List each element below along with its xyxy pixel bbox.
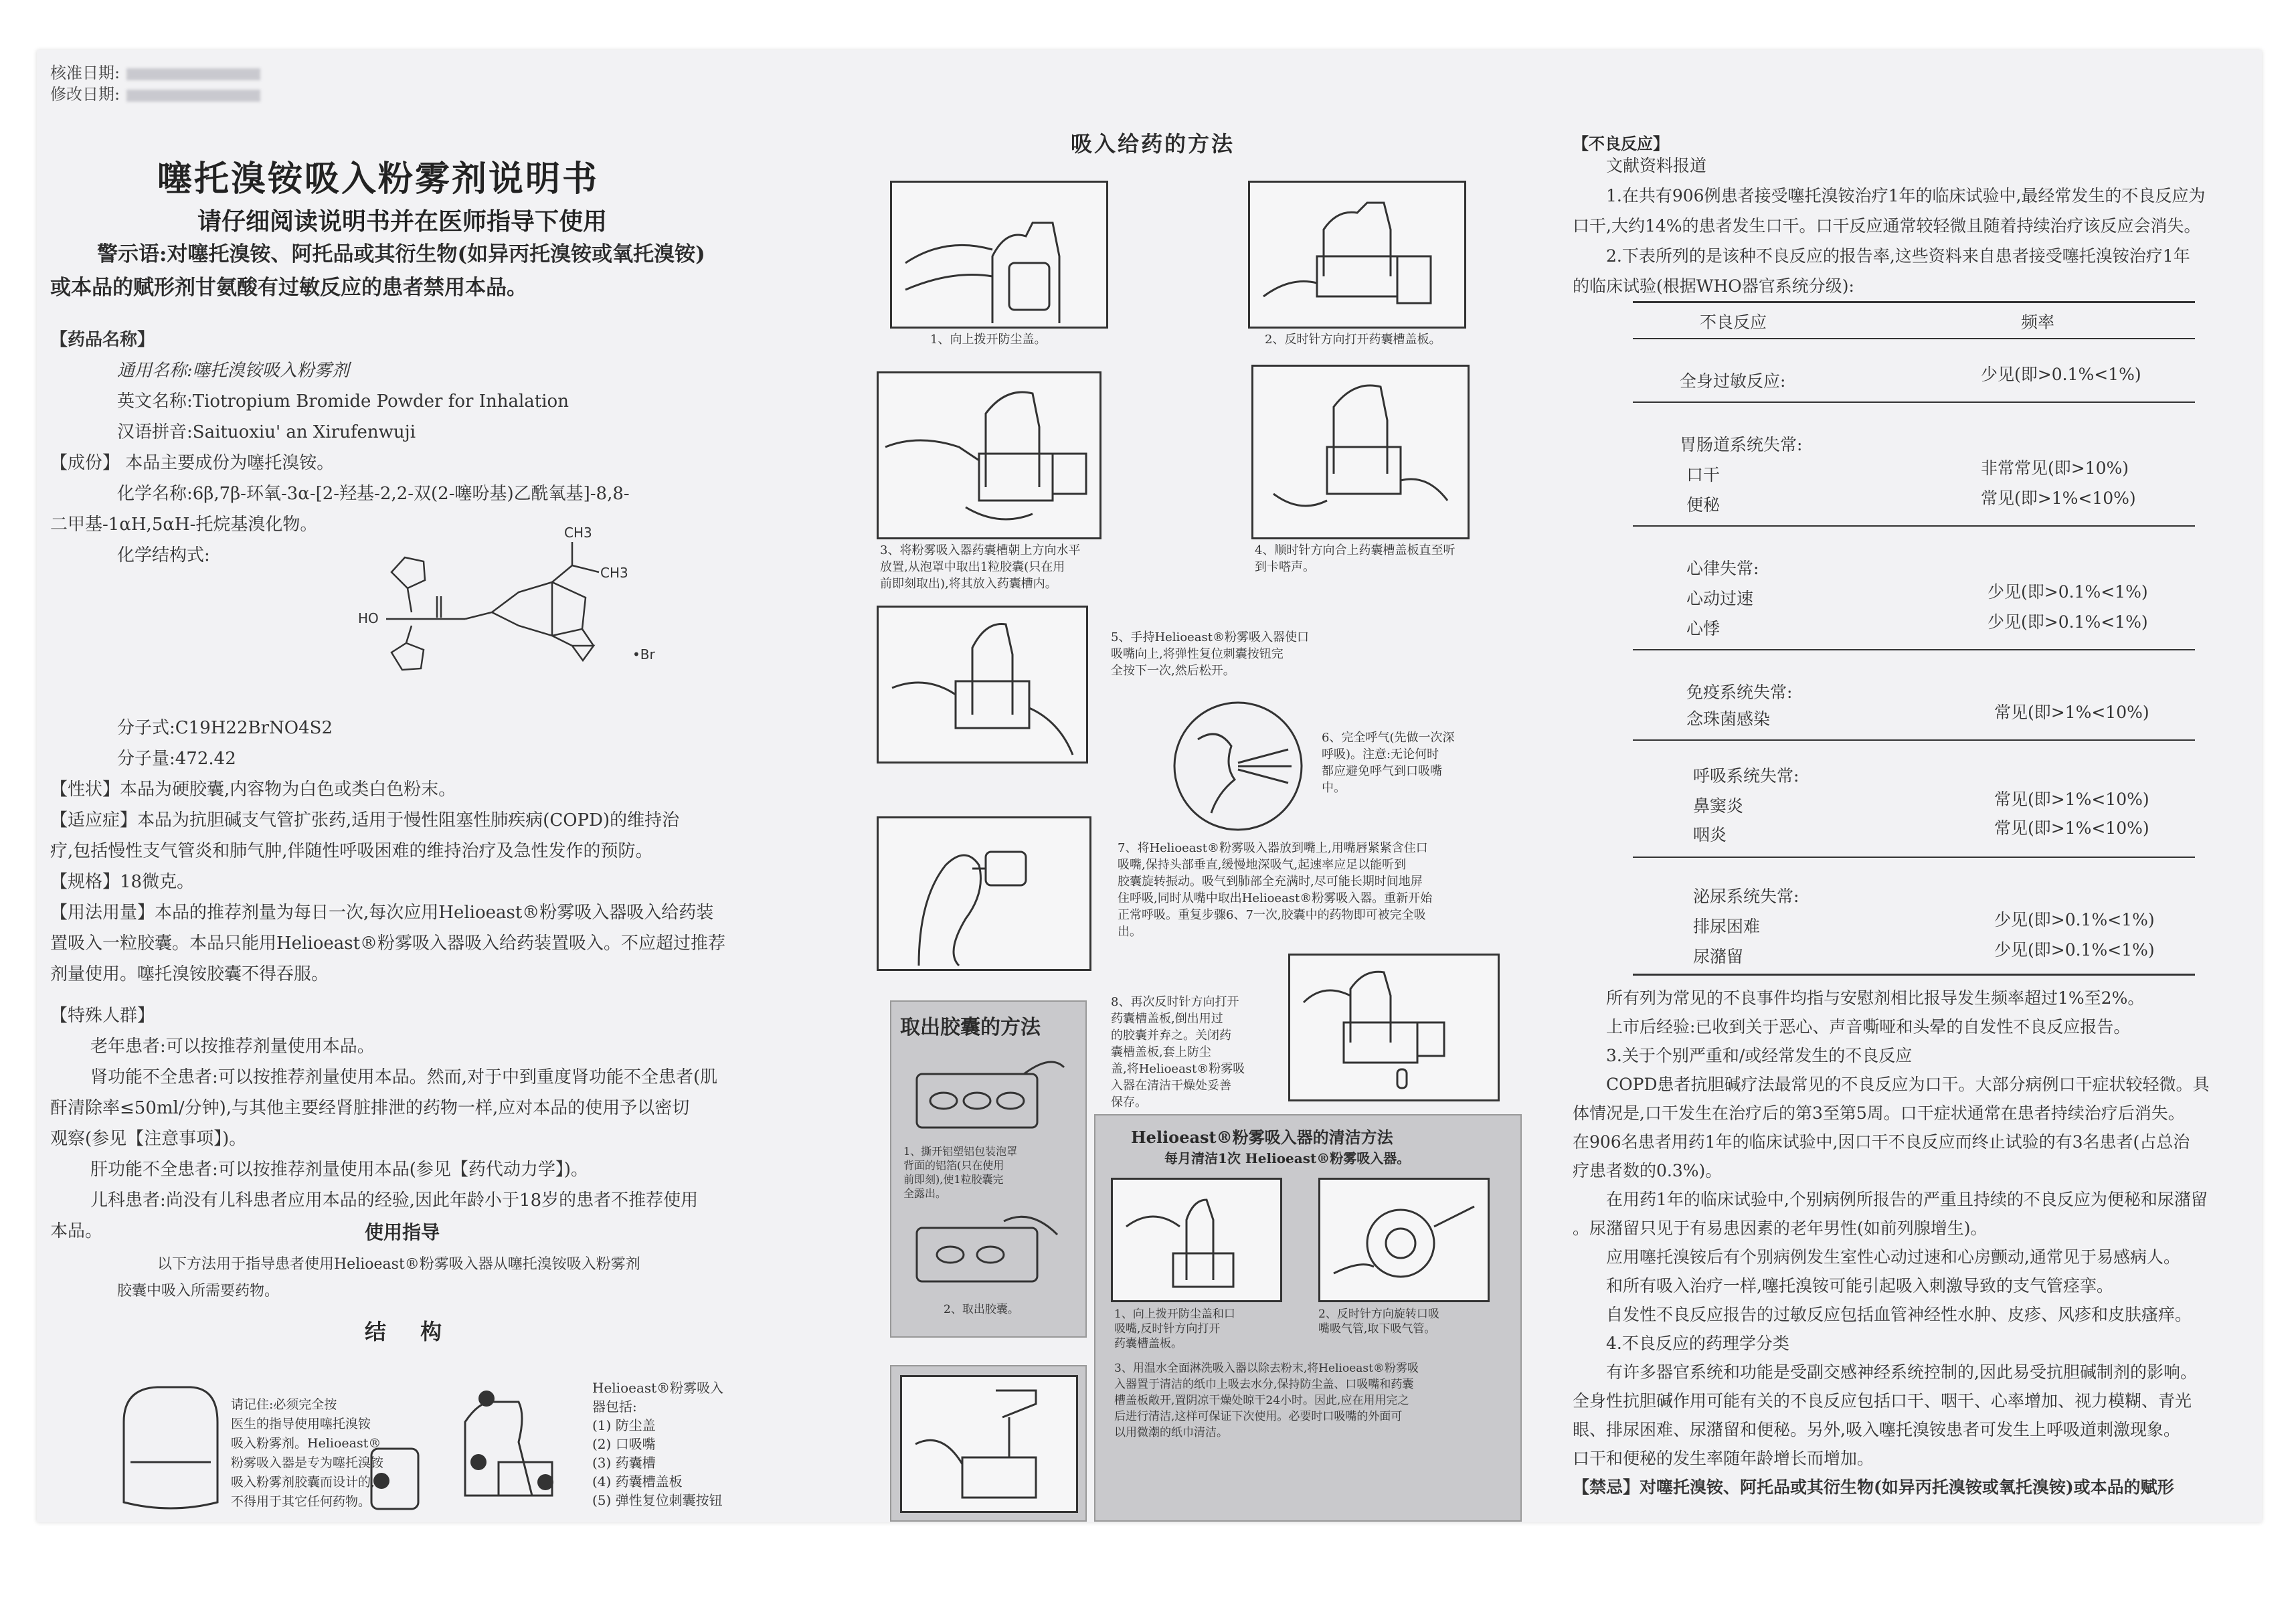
table-row-frequency: 常见(即>1%<10%) xyxy=(1994,818,2149,838)
discussion-line: 有许多器官系统和功能是受副交感神经系统控制的,因此易受抗胆碱制剂的影响。 xyxy=(1606,1362,2197,1382)
discussion-line: 3.关于个别严重和/或经常发生的不良反应 xyxy=(1606,1046,1913,1065)
warning-line: 警示语:对噻托溴铵、阿托品或其衍生物(如异丙托溴铵或氧托溴铵) xyxy=(97,242,705,266)
step-5-caption xyxy=(1111,629,1309,679)
clean-step-2-line: 2、反时针方向旋转口吸 xyxy=(1318,1308,1439,1321)
dosage: 【用法用量】本品的推荐剂量为每日一次,每次应用Helioeast®粉雾吸入器吸入给药装 xyxy=(50,903,714,923)
dosage-cont: 置吸入一粒胶囊。本品只能用Helioeast®粉雾吸入器吸入给药装置吸入。不应超过推荐 xyxy=(50,933,726,954)
capsule-step-1-line: 前即刻),使1粒胶囊完 xyxy=(903,1173,1004,1186)
parts-line: Helioeast®粉雾吸入 xyxy=(592,1380,724,1396)
properties: 【性状】本品为硬胶囊,内容物为白色或类白色粉末。 xyxy=(50,780,456,800)
reminder-line: 医生的指导使用噻托溴铵 xyxy=(231,1417,371,1431)
discussion-line: 所有列为常见的不良事件均指与安慰剂相比报导发生频率超过1%至2%。 xyxy=(1606,988,2145,1008)
table-row-name: 心动过速 xyxy=(1686,589,1754,608)
table-row-name: 便秘 xyxy=(1686,495,1720,515)
table-group-label: 胃肠道系统失常: xyxy=(1680,435,1803,454)
table-group-rule xyxy=(1633,401,2195,403)
english-name: 英文名称:Tiotropium Bromide Powder for Inhalation xyxy=(117,391,569,412)
step-8-caption xyxy=(1111,994,1245,1111)
generic-name: 通用名称:噻托溴铵吸入粉雾剂 xyxy=(117,361,349,381)
table-bottom-rule xyxy=(1633,974,2195,976)
dosage-cont: 剂量使用。噻托溴铵胶囊不得吞服。 xyxy=(50,964,329,984)
parts-line: (2) 口吸嘴 xyxy=(592,1436,656,1452)
step-7-line: 住呼吸,同时从嘴中取出Helioeast®粉雾吸入器。重新开始 xyxy=(1118,891,1433,905)
adverse-reactions-discussion xyxy=(1573,984,2210,1502)
structure-label: 化学结构式: xyxy=(117,545,210,565)
adverse-intro-line: 的临床试验(根据WHO器官系统分级): xyxy=(1573,276,1854,296)
step-8-line: 入器在清洁干燥处妥善 xyxy=(1111,1079,1231,1093)
usage-guide-line: 胶囊中吸入所需要药物。 xyxy=(117,1283,280,1300)
step-4-line: 到卡嗒声。 xyxy=(1255,560,1315,574)
step-7-line: 出。 xyxy=(1118,925,1142,939)
part-marker-2 xyxy=(478,1391,495,1407)
indications: 【适应症】本品为抗胆碱支气管扩张药,适用于慢性阻塞性肺疾病(COPD)的维持治 xyxy=(50,810,680,830)
discussion-line: 和所有吸入治疗一样,噻托溴铵可能引起吸入刺激导致的支气管痉挛。 xyxy=(1606,1276,2113,1295)
parts-line: (3) 药囊槽 xyxy=(592,1455,656,1471)
table-row-name: 心悸 xyxy=(1686,619,1720,638)
step-7-illustration xyxy=(877,816,1091,971)
step-7-line: 胶囊旋转振动。吸气到肺部全充满时,尽可能长期时间地屏 xyxy=(1118,875,1423,889)
contraindications-line: 【禁忌】对噻托溴铵、阿托品或其衍生物(如异丙托溴铵或氧托溴铵)或本品的赋形 xyxy=(1573,1477,2174,1497)
table-group-rule xyxy=(1633,649,2195,650)
table-group-rule xyxy=(1633,857,2195,858)
step-3-caption xyxy=(880,542,1080,592)
document-subtitle: 请仔细阅读说明书并在医师指导下使用 xyxy=(197,207,608,236)
step-2-caption: 2、反时针方向打开药囊槽盖板。 xyxy=(1265,333,1441,347)
chemical-structure-diagram xyxy=(351,519,699,719)
discussion-line: 在用药1年的临床试验中,个别病例所报告的严重且持续的不良反应为便秘和尿潴留 xyxy=(1606,1190,2208,1209)
reminder-line: 吸入粉雾剂胶囊而设计的, xyxy=(231,1475,375,1490)
epoxide-ring xyxy=(572,646,594,660)
table-group-rule xyxy=(1633,739,2195,741)
usage-guide-text xyxy=(117,1251,640,1305)
struct-ho-label: HO xyxy=(358,610,379,626)
part-marker-3 xyxy=(470,1454,487,1470)
revision-date-row xyxy=(50,84,260,105)
approval-date-row xyxy=(50,62,260,84)
step-6-caption xyxy=(1322,729,1454,796)
special-populations-section xyxy=(50,1000,717,1247)
table-row-frequency: 常见(即>1%<10%) xyxy=(1994,703,2149,722)
indications-cont: 疗,包括慢性支气管炎和肺气肿,伴随性呼吸困难的维持治疗及急性发作的预防。 xyxy=(50,841,653,861)
usage-guide-heading: 使用指导 xyxy=(365,1221,440,1243)
clean-step-2-caption xyxy=(1318,1307,1439,1336)
properties-section xyxy=(50,713,725,990)
cleaning-method-title: Helioeast®粉雾吸入器的清洁方法 xyxy=(1131,1128,1393,1147)
package-insert-sheet xyxy=(37,50,2262,1522)
molecular-weight: 分子量:472.42 xyxy=(117,749,236,769)
discussion-line: COPD患者抗胆碱疗法最常见的不良反应为口干。大部分病例口干症状较轻微。具 xyxy=(1606,1075,2210,1094)
table-row-name: 念珠菌感染 xyxy=(1686,709,1771,729)
renal-impairment: 肾功能不全患者:可以按推荐剂量使用本品。然而,对于中到重度肾功能不全患者(肌 xyxy=(90,1067,718,1087)
step-1-caption: 1、向上拨开防尘盖。 xyxy=(930,333,1047,347)
step-6-line: 呼吸)。注意:无论何时 xyxy=(1322,747,1439,762)
clean-step-1-line: 1、向上拨开防尘盖和口 xyxy=(1114,1308,1235,1321)
step-2-illustration xyxy=(1248,181,1466,329)
renal-impairment-cont: 观察(参见【注意事项】)。 xyxy=(50,1129,247,1149)
step-6-line: 6、完全呼气(先做一次深 xyxy=(1322,731,1455,745)
step-1-illustration xyxy=(890,181,1108,329)
step-3-line: 3、将粉雾吸入器药囊槽朝上方向水平 xyxy=(880,543,1081,557)
reminder-line: 请记住:必须完全按 xyxy=(231,1397,337,1412)
capsule-step-1-caption xyxy=(903,1144,1017,1200)
table-row-frequency: 常见(即>1%<10%) xyxy=(1994,790,2149,809)
table-group-label: 泌尿系统失常: xyxy=(1693,887,1799,906)
table-row-name: 排尿困难 xyxy=(1693,917,1761,936)
capsule-step-2-caption: 2、取出胶囊。 xyxy=(944,1303,1019,1316)
literature-report-label: 文献资料报道 xyxy=(1606,156,1707,175)
clean-step-1-line: 吸嘴,反时针方向打开 xyxy=(1114,1322,1221,1336)
step-4-caption xyxy=(1255,542,1455,575)
parts-line: 器包括: xyxy=(592,1399,637,1415)
table-row-name: 口干 xyxy=(1686,465,1720,484)
table-row-frequency: 少见(即>0.1%<1%) xyxy=(1988,612,2148,632)
step-5-illustration xyxy=(877,606,1088,764)
specification: 【规格】18微克。 xyxy=(50,872,195,892)
step-8-line: 的胶囊并弃之。关闭药 xyxy=(1111,1028,1231,1043)
blurred-date xyxy=(126,68,260,80)
rinse-illustration xyxy=(900,1375,1078,1513)
adverse-intro-line: 2.下表所列的是该种不良反应的报告率,这些资料来自患者接受噻托溴铵治疗1年 xyxy=(1606,246,2190,266)
clean-step-3-line: 入器置于清洁的纸巾上吸去水分,保持防尘盖、口吸嘴和药囊 xyxy=(1114,1378,1414,1391)
discussion-line: 上市后经验:已收到关于恶心、声音嘶哑和头晕的自发性不良反应报告。 xyxy=(1606,1017,2131,1037)
table-group-label: 呼吸系统失常: xyxy=(1693,766,1799,786)
inhalation-method-title: 吸入给药的方法 xyxy=(1071,131,1235,157)
struct-ch3-side: CH3 xyxy=(600,565,628,581)
step-4-line: 4、顺时针方向合上药囊槽盖板直至听 xyxy=(1255,543,1455,557)
clean-step-3-line: 后进行清洁,这样可保证下次使用。必要时口吸嘴的外面可 xyxy=(1114,1410,1403,1423)
discussion-line: 。尿潴留只见于有易患因素的老年男性(如前列腺增生)。 xyxy=(1573,1219,1988,1238)
molecular-formula: 分子式:C19H22BrNO4S2 xyxy=(117,718,333,738)
clean-step-3-caption xyxy=(1114,1360,1419,1441)
table-group-label: 免疫系统失常: xyxy=(1686,683,1793,702)
blister-peel-illustration xyxy=(903,1047,1071,1141)
table-row-frequency: 少见(即>0.1%<1%) xyxy=(1994,910,2155,929)
step-7-caption xyxy=(1118,840,1432,940)
pinyin-name: 汉语拼音:Saituoxiu' an Xirufenwuji xyxy=(117,422,416,442)
chemical-name: 化学名称:6β,7β-环氧-3α-[2-羟基-2,2-双(2-噻吩基)乙酰氧基]-8,8- xyxy=(117,484,630,504)
clean-step-3-line: 以用微潮的纸巾清洁。 xyxy=(1114,1426,1228,1439)
step-3-illustration xyxy=(877,371,1101,539)
discussion-line: 4.不良反应的药理学分类 xyxy=(1606,1334,1789,1353)
table-row-frequency: 少见(即>0.1%<1%) xyxy=(1988,582,2148,602)
discussion-line: 口干和便秘的发生率随年龄增长而增加。 xyxy=(1573,1449,1874,1468)
adverse-intro xyxy=(1573,181,2205,301)
table-header-rule xyxy=(1633,338,2195,339)
step-6-exhale-illustration xyxy=(1171,699,1305,833)
step-3-line: 放置,从泡罩中取出1粒胶囊(只在用 xyxy=(880,560,1065,574)
inhaler-parts-list xyxy=(592,1378,723,1510)
capsule-step-1-line: 全露出。 xyxy=(903,1187,947,1200)
inhaler-body-closed xyxy=(124,1387,217,1508)
pediatric-patients: 儿科患者:尚没有儿科患者应用本品的经验,因此年龄小于18岁的患者不推荐使用 xyxy=(90,1190,699,1211)
discussion-line: 自发性不良反应报告的过敏反应包括血管神经性水肿、皮疹、风疹和皮肤瘙痒。 xyxy=(1606,1305,2192,1324)
adverse-reactions-header: 【不良反应】 xyxy=(1573,134,1669,153)
step-6-line: 中。 xyxy=(1322,781,1346,795)
approval-dates xyxy=(50,62,260,105)
inhaler-reminder-note xyxy=(231,1395,383,1512)
part-marker-4 xyxy=(537,1474,553,1490)
chemical-name-cont: 二甲基-1αH,5αH-托烷基溴化物。 xyxy=(50,515,318,535)
reminder-line: 不得用于其它任何药物。 xyxy=(231,1494,371,1509)
renal-impairment-cont: 酐清除率≤50ml/分钟),与其他主要经肾脏排泄的药物一样,应对本品的使用予以密切 xyxy=(50,1098,690,1118)
table-header-frequency: 频率 xyxy=(2021,312,2055,332)
discussion-line: 应用噻托溴铵后有个别病例发生室性心动过速和心房颤动,通常见于易感病人。 xyxy=(1606,1247,2180,1267)
clean-step-1-illustration xyxy=(1111,1178,1282,1302)
discussion-line: 体情况是,口干发生在治疗后的第3至第5周。口干症状通常在患者持续治疗后消失。 xyxy=(1573,1103,2185,1123)
clean-step-3-line: 槽盖板敞开,置阴凉干燥处晾干24小时。因此,应在用用完之 xyxy=(1114,1394,1409,1407)
table-header-reaction: 不良反应 xyxy=(1700,312,1767,332)
discussion-line: 眼、排尿困难、尿潴留和便秘。另外,吸入噻托溴铵患者可发生上呼吸道刺激现象。 xyxy=(1573,1420,2180,1439)
step-5-line: 吸嘴向上,将弹性复位刺囊按钮完 xyxy=(1111,647,1284,661)
clean-step-3-line: 3、用温水全面淋洗吸入器以除去粉末,将Helioeast®粉雾吸 xyxy=(1114,1362,1419,1375)
clean-step-1-line: 药囊槽盖板。 xyxy=(1114,1337,1182,1350)
capsule-take-out-illustration xyxy=(903,1208,1071,1295)
elderly-patients: 老年患者:可以按推荐剂量使用本品。 xyxy=(90,1037,375,1057)
composition: 【成份】 本品主要成份为噻托溴铵。 xyxy=(50,453,335,473)
table-group-label: 心律失常: xyxy=(1686,559,1759,578)
step-5-line: 5、手持Helioeast®粉雾吸入器使口 xyxy=(1111,630,1310,644)
pediatric-patients-cont: 本品。 xyxy=(50,1221,103,1241)
table-row-name: 尿潴留 xyxy=(1693,947,1744,966)
parts-line: (4) 药囊槽盖板 xyxy=(592,1473,683,1490)
step-6-line: 都应避免呼气到口吸嘴 xyxy=(1322,764,1442,778)
step-8-illustration xyxy=(1288,954,1500,1101)
table-row-frequency: 非常常见(即>10%) xyxy=(1981,458,2129,478)
table-row-frequency: 常见(即>1%<10%) xyxy=(1981,488,2136,508)
structure-heading: 结 构 xyxy=(365,1319,456,1344)
struct-ch3-top: CH3 xyxy=(564,525,592,541)
table-row-name: 咽炎 xyxy=(1693,825,1727,844)
adverse-intro-line: 1.在共有906例患者接受噻托溴铵治疗1年的临床试验中,最经常发生的不良反应为 xyxy=(1606,186,2206,205)
special-populations-header: 【特殊人群】 xyxy=(50,1006,155,1026)
thiophene-ring-bottom xyxy=(391,643,424,670)
capsule-step-1-line: 1、撕开铝塑铝包装泡罩 xyxy=(903,1145,1018,1158)
usage-guide-line: 以下方法用于指导患者使用Helioeast®粉雾吸入器从噻托溴铵吸入粉雾剂 xyxy=(157,1256,640,1273)
approval-date-label: 核准日期: xyxy=(50,64,120,82)
discussion-line: 在906名患者用药1年的临床试验中,因口干不良反应而终止试验的有3名患者(占总治 xyxy=(1573,1132,2190,1152)
discussion-line: 疗患者数的0.3%)。 xyxy=(1573,1161,1723,1180)
document-title: 噻托溴铵吸入粉雾剂说明书 xyxy=(157,159,600,199)
revision-date-label: 修改日期: xyxy=(50,85,120,104)
hepatic-impairment: 肝功能不全患者:可以按推荐剂量使用本品(参见【药代动力学】)。 xyxy=(90,1160,589,1180)
capsule-removal-title: 取出胶囊的方法 xyxy=(900,1016,1041,1039)
table-row-frequency: 少见(即>0.1%<1%) xyxy=(1981,365,2141,384)
discussion-line: 全身性抗胆碱作用可能有关的不良反应包括口干、咽干、心率增加、视力模糊、青光 xyxy=(1573,1391,2192,1411)
clean-step-1-caption xyxy=(1114,1307,1235,1351)
capsule-step-1-line: 背面的铝箔(只在使用 xyxy=(903,1159,1004,1172)
table-row-name: 全身过敏反应: xyxy=(1680,371,1786,391)
step-8-line: 囊槽盖板,套上防尘 xyxy=(1111,1045,1211,1059)
clean-step-2-illustration xyxy=(1318,1178,1490,1302)
table-group-rule xyxy=(1633,525,2195,527)
table-row-frequency: 少见(即>0.1%<1%) xyxy=(1994,940,2155,960)
reminder-line: 吸入粉雾剂。Helioeast® xyxy=(231,1436,381,1451)
step-8-line: 保存。 xyxy=(1111,1095,1147,1109)
step-4-illustration xyxy=(1251,365,1470,539)
parts-line: (5) 弹性复位刺囊按钮 xyxy=(592,1492,723,1508)
step-8-line: 8、再次反时针方向打开 xyxy=(1111,995,1239,1009)
cleaning-frequency: 每月清洁1次 Helioeast®粉雾吸入器。 xyxy=(1164,1150,1411,1166)
step-8-line: 盖,将Helioeast®粉雾吸 xyxy=(1111,1062,1245,1076)
thiophene-ring-top xyxy=(391,557,425,588)
reminder-line: 粉雾吸入器是专为噻托溴铵 xyxy=(231,1455,384,1470)
step-5-line: 全按下一次,然后松开。 xyxy=(1111,664,1235,678)
step-7-line: 吸嘴,保持头部垂直,缓慢地深吸气,起速率应足以能听到 xyxy=(1118,858,1407,872)
step-3-line: 前即刻取出),将其放入药囊槽内。 xyxy=(880,577,1057,591)
parts-line: (1) 防尘盖 xyxy=(592,1417,656,1433)
step-7-line: 正常呼吸。重复步骤6、7一次,胶囊中的药物即可被完全吸 xyxy=(1118,908,1426,922)
table-row-name: 鼻窦炎 xyxy=(1693,796,1744,816)
step-8-line: 药囊槽盖板,倒出用过 xyxy=(1111,1012,1223,1026)
clean-step-2-line: 嘴吸气管,取下吸气管。 xyxy=(1318,1322,1436,1336)
struct-br-label: •Br xyxy=(632,646,655,662)
warning-line: 或本品的赋形剂甘氨酸有过敏反应的患者禁用本品。 xyxy=(50,276,527,300)
drug-name-header: 【药品名称】 xyxy=(50,330,155,350)
blurred-date xyxy=(126,90,260,102)
warning-text xyxy=(50,238,786,304)
table-top-rule xyxy=(1633,301,2195,303)
adverse-intro-line: 口干,大约14%的患者发生口干。口干反应通常较轻微且随着持续治疗该反应会消失。 xyxy=(1573,216,2201,236)
step-7-line: 7、将Helioeast®粉雾吸入器放到嘴上,用嘴唇紧紧含住口 xyxy=(1118,841,1428,855)
